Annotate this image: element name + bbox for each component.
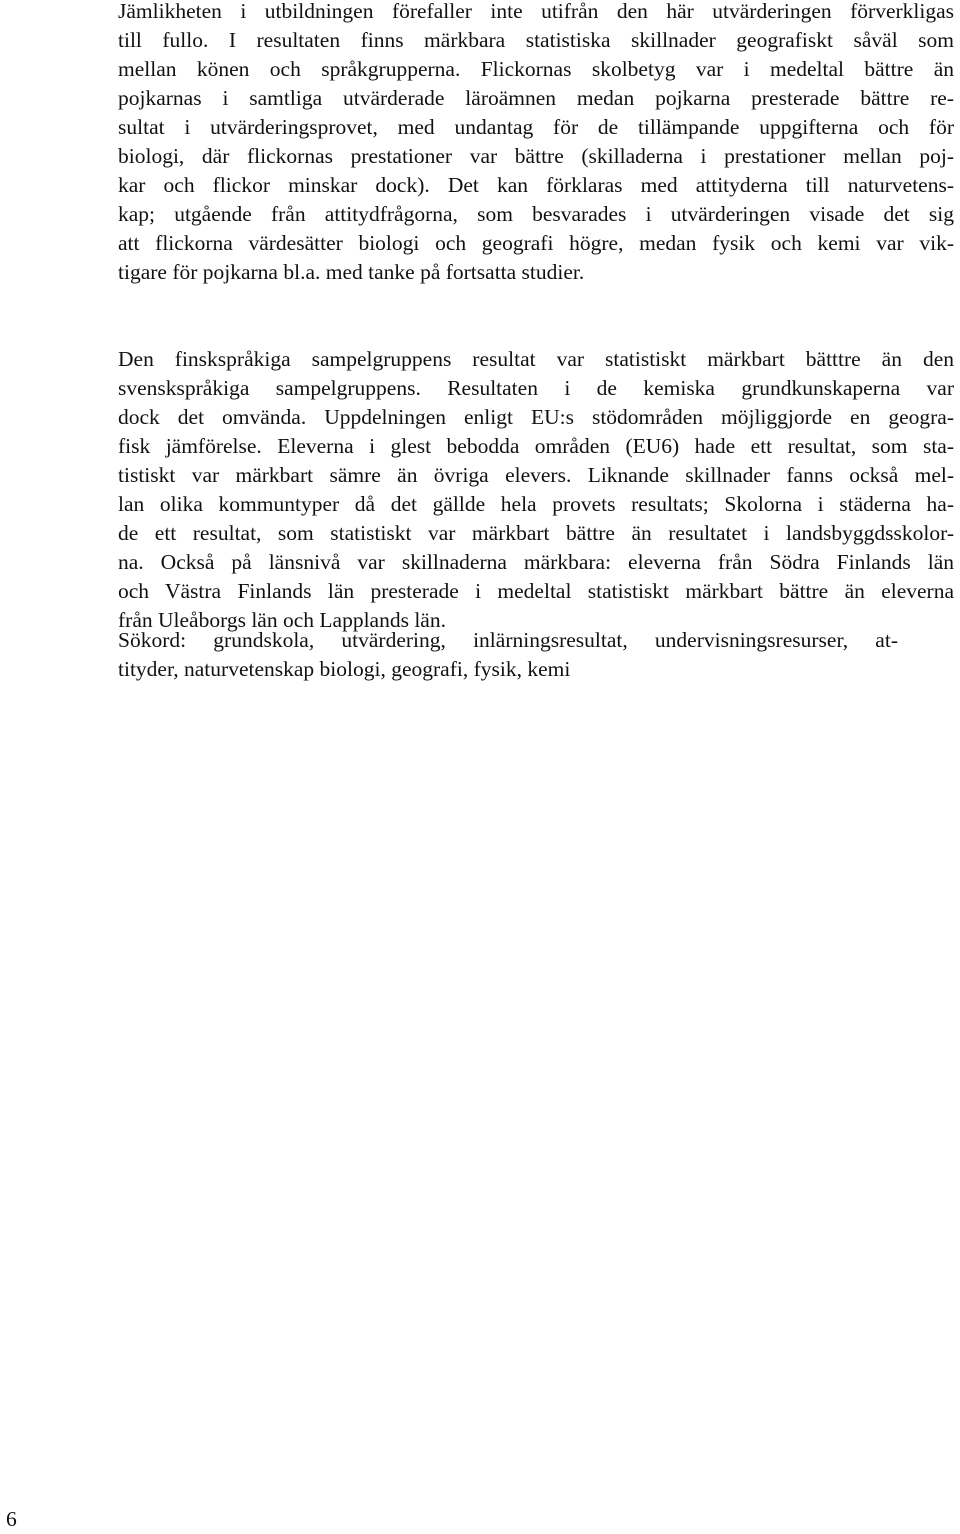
text-line: tistiskt var märkbart sämre än övriga elevers. Liknande skillnader fanns också mel- xyxy=(118,463,954,487)
text-line: och Västra Finlands län presterade i medeltal statistiskt märkbart bättre än eleverna xyxy=(118,579,954,603)
page-number: 6 xyxy=(6,1507,17,1531)
text-line: kar och flickor minskar dock). Det kan förklaras med attityderna till naturvetens- xyxy=(118,173,954,197)
text-line: från Uleåborgs län och Lapplands län. xyxy=(118,608,446,632)
text-line: pojkarnas i samtliga utvärderade läroämnen medan pojkarna presterade bättre re- xyxy=(118,86,954,110)
paragraph-equality-summary xyxy=(118,0,954,287)
text-line: na. Också på länsnivå var skillnaderna märkbara: eleverna från Södra Finlands län xyxy=(118,550,954,574)
text-line: fisk jämförelse. Eleverna i glest bebodda områden (EU6) hade ett resultat, som sta- xyxy=(118,434,954,458)
text-line: de ett resultat, som statistiskt var märkbart bättre än resultatet i landsbyggdsskolor- xyxy=(118,521,954,545)
text-line: Jämlikheten i utbildningen förefaller inte utifrån den här utvärderingen förverkligas xyxy=(118,0,954,23)
text-line: att flickorna värdesätter biologi och geografi högre, medan fysik och kemi var vik- xyxy=(118,231,954,255)
text-line: till fullo. I resultaten finns märkbara statistiska skillnader geografiskt såväl som xyxy=(118,28,954,52)
paragraph-language-regional-results xyxy=(118,345,954,635)
text-line: biologi, där flickornas prestationer var bättre (skilladerna i prestationer mellan poj- xyxy=(118,144,954,168)
text-line: tityder, naturvetenskap biologi, geografi, fysik, kemi xyxy=(118,657,571,681)
paragraph-keywords xyxy=(118,626,898,684)
text-line: Den finskspråkiga sampelgruppens resultat var statistiskt märkbart bätttre än den xyxy=(118,347,954,371)
text-line: kap; utgående från attitydfrågorna, som besvarades i utvärderingen visade det sig xyxy=(118,202,954,226)
text-line: lan olika kommuntyper då det gällde hela provets resultats; Skolorna i städerna ha- xyxy=(118,492,954,516)
text-line: svenskspråkiga sampelgruppens. Resultaten i de kemiska grundkunskaperna var xyxy=(118,376,954,400)
text-line: tigare för pojkarna bl.a. med tanke på fortsatta studier. xyxy=(118,260,585,284)
text-line: dock det omvända. Uppdelningen enligt EU:s stödområden möjliggjorde en geogra- xyxy=(118,405,954,429)
text-line: sultat i utvärderingsprovet, med undantag för de tillämpande uppgifterna och för xyxy=(118,115,954,139)
text-line: mellan könen och språkgrupperna. Flickornas skolbetyg var i medeltal bättre än xyxy=(118,57,954,81)
text-line: Sökord: grundskola, utvärdering, inlärningsresultat, undervisningsresurser, at- xyxy=(118,628,898,652)
